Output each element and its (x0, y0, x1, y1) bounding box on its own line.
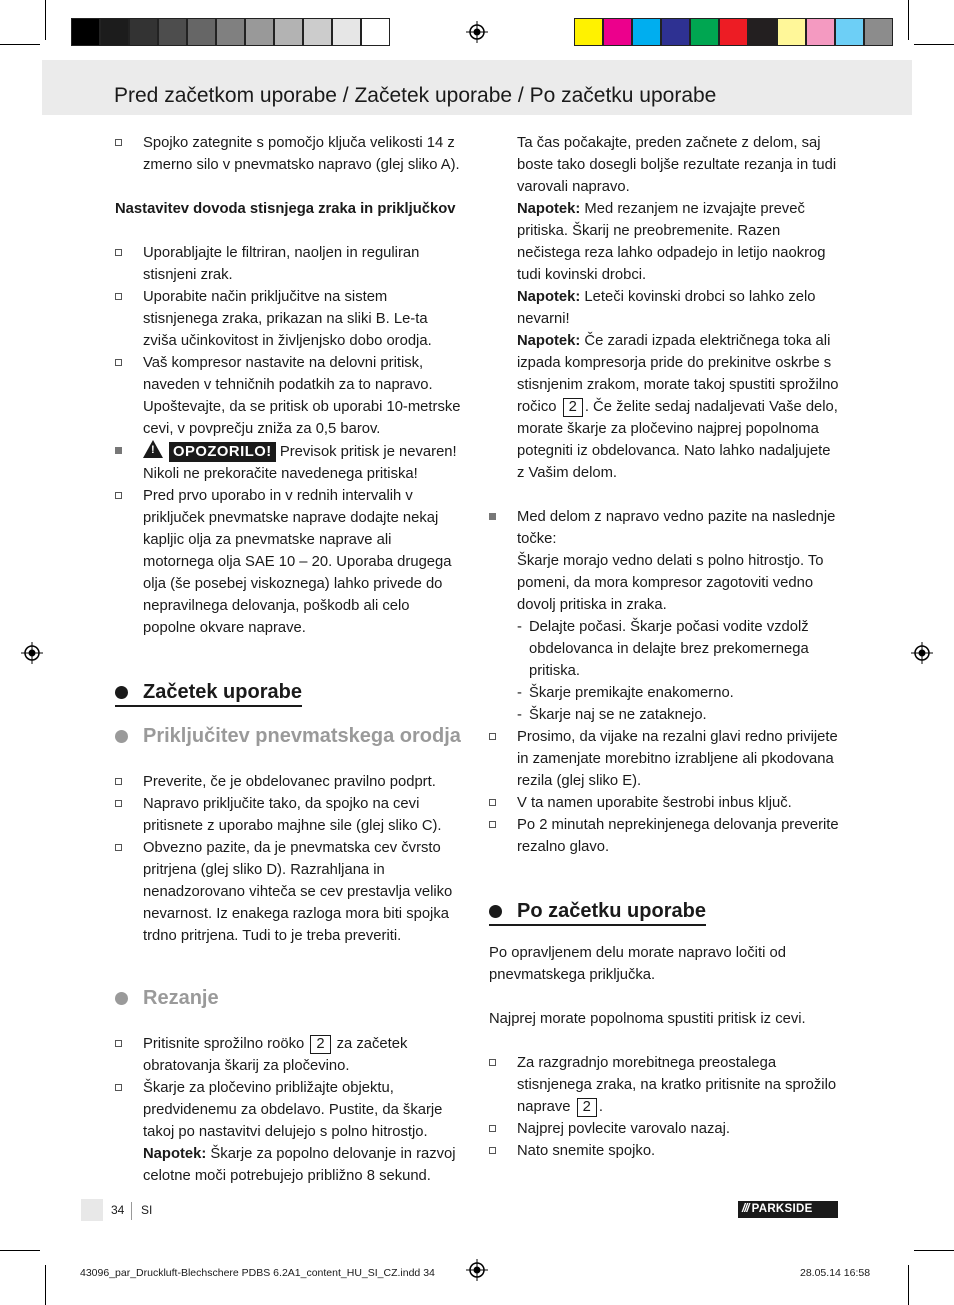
bullet-dot-icon (489, 905, 502, 918)
list-item: Prosimo, da vijake na rezalni glavi redno privijete in zamenjate morebitno izrabljene ali pkodovana rezila (glej sliko E). (489, 726, 839, 792)
section-heading-connect: Priključitev pnevmatskega orodja (115, 723, 461, 749)
filled-bullet-icon (489, 513, 496, 520)
left-column (115, 132, 465, 1187)
bullet-dot-icon (115, 730, 128, 743)
list-item: Uporabljajte le filtriran, naoljen in reguliran stisnjeni zrak. (115, 242, 465, 286)
crop-mark (0, 1250, 40, 1251)
part-number-badge: 2 (577, 1098, 597, 1117)
color-swatch (632, 18, 661, 46)
checkbox-bullet-icon (115, 778, 122, 785)
checkbox-bullet-icon (115, 139, 122, 146)
list-item: V ta namen uporabite šestrobi inbus ključ. (489, 792, 839, 814)
color-swatch (748, 18, 777, 46)
warning-label: OPOZORILO! (169, 442, 276, 462)
crop-mark (45, 1265, 46, 1305)
color-swatch (303, 18, 332, 46)
color-swatch (245, 18, 274, 46)
list-item: Za razgradnjo morebitnega preostalega stisnjenega zraka, na kratko pritisnite na sprožilo naprave 2 . (489, 1052, 839, 1118)
color-swatch (806, 18, 835, 46)
checkbox-bullet-icon (115, 492, 122, 499)
list-item: Obvezno pazite, da je pnevmatska cev čvrsto pritrjena (glej sliko D). Razrahljana in nenadzorovano vihteča se cev prestavlja veliko nevarnost. Iz enakega razloga mora biti spojka trdno pritrjena. Tudi to je treba preveriti. (115, 837, 465, 947)
header-band (42, 60, 912, 115)
list-item: Preverite, če je obdelovanec pravilno podprt. (115, 771, 465, 793)
part-number-badge: 2 (310, 1035, 330, 1054)
color-swatch (603, 18, 632, 46)
list-item: Škarje za pločevino približajte objektu, predvidenemu za obdelavo. Pustite, da škarje takoj po nastavitvi delujejo s polno hitrostjo. Napotek: Škarje za popolno delovanje in razvoj celotne moči potrebujejo približno 8 sekund. (115, 1077, 465, 1187)
checkbox-bullet-icon (115, 800, 122, 807)
paragraph: Ta čas počakajte, preden začnete z delom, saj boste tako dosegli boljše rezultate rezanja in tudi varovali napravo. Napotek: Med rezanjem ne izvajajte preveč pritiska. Škarij ne preobremenite. Razen nečistega reza lahko odpadejo in letijo naokrog tudi kovinski drobci. Napotek: Leteči kovinski drobci so lahko zelo nevarni! Napotek: Če zaradi izpada električnega toka ali izpada kompresorja pride do prekinitve oskrbe s stisnjenim zrakom, morate takoj spustiti sprožilno ročico 2 . Če želite sedaj nadaljevati Vaše delo, morate škarje za pločevino najprej popolnoma potegniti iz obdelovanca. Nato lahko nadaljujete z Vašim delom. (517, 135, 839, 481)
color-swatch (129, 18, 158, 46)
list-item: Najprej povlecite varovalo nazaj. (489, 1118, 839, 1140)
attention-item: Med delom z napravo vedno pazite na naslednje točke: Škarje morajo vedno delati s polno hitrostjo. To pomeni, da mora kompresor zagotoviti vedno dovolj pritiska in zraka. - Delajte počasi. Škarje počasi vodite vzdolž obdelovanca in delajte brez prekomernega pritiska. - Škarje premikajte enakomerno. - Škarje naj se ne zataknejo. (489, 506, 839, 726)
color-swatch (835, 18, 864, 46)
checkbox-bullet-icon (489, 733, 496, 740)
color-bar (574, 18, 893, 46)
checkbox-bullet-icon (115, 249, 122, 256)
checkbox-bullet-icon (115, 1084, 122, 1091)
checkbox-bullet-icon (489, 1125, 496, 1132)
checkbox-bullet-icon (489, 799, 496, 806)
section-heading-start: Začetek uporabe (115, 679, 302, 707)
page-number-tab (81, 1199, 103, 1221)
color-swatch (864, 18, 893, 46)
crop-mark (908, 0, 909, 40)
filled-bullet-icon (115, 447, 122, 454)
color-swatch (332, 18, 361, 46)
list-item: Spojko zategnite s pomočjo ključa velikosti 14 z zmerno silo v pnevmatsko napravo (glej sliko A). (115, 132, 465, 176)
divider (131, 1202, 132, 1220)
color-swatch (719, 18, 748, 46)
crop-mark (0, 44, 40, 45)
color-swatch (690, 18, 719, 46)
print-date: 28.05.14 16:58 (800, 1267, 871, 1279)
color-swatch (187, 18, 216, 46)
registration-mark-icon (21, 642, 43, 664)
language-code: SI (141, 1203, 153, 1217)
crop-mark (908, 1265, 909, 1305)
checkbox-bullet-icon (489, 1147, 496, 1154)
section-heading-cutting: Rezanje (115, 985, 219, 1011)
bullet-dot-icon (115, 686, 128, 699)
crop-mark (45, 0, 46, 40)
section-heading-after: Po začetku uporabe (489, 898, 706, 926)
registration-mark-icon (911, 642, 933, 664)
color-swatch (216, 18, 245, 46)
list-item: Uporabite način priključitve na sistem stisnjenega zraka, prikazan na sliki B. Le-ta zviša učinkovitost in življenjsko dobo orodja. (115, 286, 465, 352)
color-swatch (777, 18, 806, 46)
color-swatch (274, 18, 303, 46)
checkbox-bullet-icon (115, 1040, 122, 1047)
checkbox-bullet-icon (115, 844, 122, 851)
color-swatch (71, 18, 100, 46)
list-item: Napravo priključite tako, da spojko na cevi pritisnete z uporabo majhne sile (glej sliko C). (115, 793, 465, 837)
part-number-badge: 2 (563, 398, 583, 417)
list-item: Pred prvo uporabo in v rednih intervalih v priključek pnevmatske naprave dodajte nekaj kapljic olja za pnevmatske naprave ali motornega olja SAE 10 – 20. Uporaba drugega olja (še posebej viskoznega) lahko privede do nepravilnega delovanja, poškodb ali celo popolne okvare naprave. (115, 485, 465, 639)
checkbox-bullet-icon (115, 359, 122, 366)
checkbox-bullet-icon (489, 821, 496, 828)
dash-item: - Delajte počasi. Škarje počasi vodite vzdolž obdelovanca in delajte brez prekomernega pritiska. (517, 619, 809, 679)
list-item: Po 2 minutah neprekinjenega delovanja preverite rezalno glavo. (489, 814, 839, 858)
color-swatch (158, 18, 187, 46)
brand-logo: /// PARKSIDE (738, 1201, 838, 1218)
page-title: Pred začetkom uporabe / Začetek uporabe / Po začetku uporabe (114, 84, 717, 107)
warning-triangle-icon: ! (143, 440, 163, 458)
registration-mark-icon (466, 21, 488, 43)
color-swatch (100, 18, 129, 46)
checkbox-bullet-icon (115, 293, 122, 300)
grey-color-bar (71, 18, 390, 46)
list-item: Pritisnite sprožilno roöko 2 za začetek obratovanja škarij za pločevino. (115, 1033, 465, 1077)
dash-item: - Škarje naj se ne zataknejo. (517, 707, 707, 723)
registration-mark-icon (466, 1259, 488, 1281)
paragraph: Najprej morate popolnoma spustiti pritisk iz cevi. (489, 1011, 806, 1027)
paragraph: Po opravljenem delu morate napravo ločiti od pnevmatskega priključka. (489, 945, 786, 983)
subheading: Nastavitev dovoda stisnjega zraka in priključkov (115, 201, 456, 217)
crop-mark (914, 1250, 954, 1251)
list-item: Nato snemite spojko. (489, 1140, 839, 1162)
page-number: 34 (111, 1203, 125, 1217)
list-item: Vaš kompresor nastavite na delovni pritisk, naveden v tehničnih podatkih za to napravo. Upoštevajte, da se pritisk ob uporabi 10-metrske cevi, v povprečju zniža za 0,5 barov. (115, 352, 465, 440)
checkbox-bullet-icon (489, 1059, 496, 1066)
color-swatch (574, 18, 603, 46)
warning-item: ! OPOZORILO! Previsok pritisk je nevaren! Nikoli ne prekoračite navedenega pritiska! (115, 440, 465, 485)
crop-mark (914, 44, 954, 45)
print-file-slug: 43096_par_Druckluft-Blechschere PDBS 6.2A1_content_HU_SI_CZ.indd 34 (80, 1267, 435, 1279)
right-column (489, 132, 839, 1162)
color-swatch (361, 18, 390, 46)
dash-item: - Škarje premikajte enakomerno. (517, 685, 734, 701)
color-swatch (661, 18, 690, 46)
bullet-dot-icon (115, 992, 128, 1005)
